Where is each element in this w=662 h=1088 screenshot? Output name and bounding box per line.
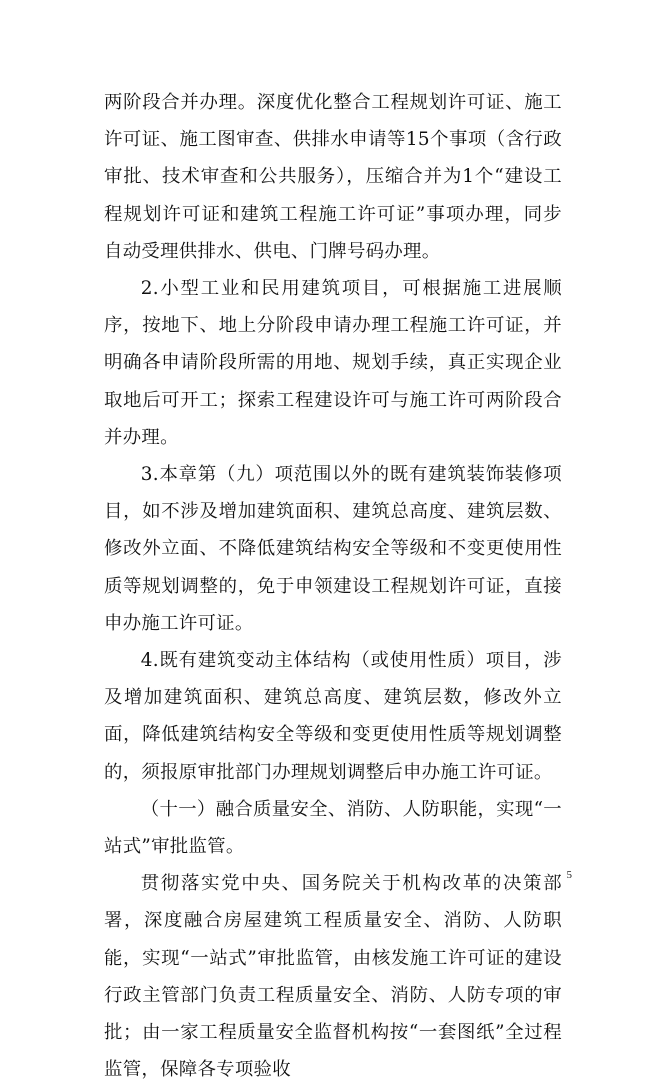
paragraph-item-2: 2.小型工业和民用建筑项目，可根据施工进展顺序，按地下、地上分阶段申请办理工程施工许可证，并明确各申请阶段所需的用地、规划手续，真正实现企业取地后可开工；探索工程建设许可与施工许可两阶段合并办理。 (104, 278, 562, 448)
paragraph-item-4: 4.既有建筑变动主体结构（或使用性质）项目，涉及增加建筑面积、建筑总高度、建筑层数，修改外立面，降低建筑结构安全等级和变更使用性质等规划调整的，须报原审批部门办理规划调整后申办施工许可证。 (104, 650, 562, 783)
page-number: 5 (566, 869, 572, 881)
section-heading-11: （十一）融合质量安全、消防、人防职能，实现“一站式”审批监管。 (104, 798, 562, 858)
paragraph-continuation: 两阶段合并办理。深度优化整合工程规划许可证、施工许可证、施工图审查、供排水申请等15个事项（含行政审批、技术审查和公共服务），压缩合并为1个“建设工程规划许可证和建筑工程施工许可证”事项办理，同步自动受理供排水、供电、门牌号码办理。 (104, 92, 562, 262)
document-body (104, 84, 562, 1088)
paragraph-section-11-body: 贯彻落实党中央、国务院关于机构改革的决策部署，深度融合房屋建筑工程质量安全、消防、人防职能，实现“一站式”审批监管，由核发施工许可证的建设行政主管部门负责工程质量安全、消防、人防专项的审批；由一家工程质量安全监督机构按“一套图纸”全过程监管，保障各专项验收 (104, 873, 562, 1081)
paragraph-item-3: 3.本章第（九）项范围以外的既有建筑装饰装修项目，如不涉及增加建筑面积、建筑总高度、建筑层数、修改外立面、不降低建筑结构安全等级和不变更使用性质等规划调整的，免于申领建设工程规划许可证，直接申办施工许可证。 (104, 464, 562, 634)
